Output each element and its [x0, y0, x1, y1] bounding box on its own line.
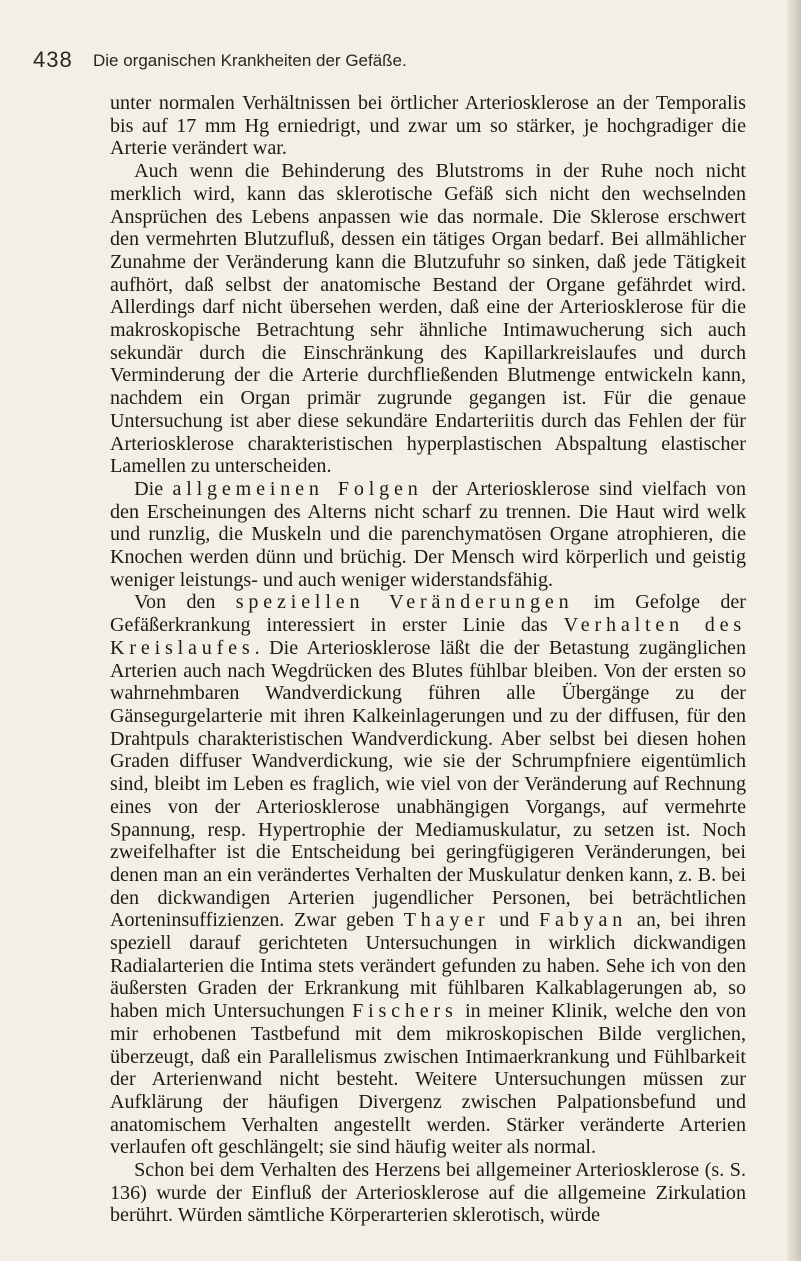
- author-name-spaced: Fabyan: [539, 909, 628, 932]
- page-header: [33, 47, 748, 77]
- text-run: und: [489, 909, 540, 932]
- paragraph-3: [110, 478, 746, 592]
- running-head: Die organischen Krankheiten der Gefäße.: [93, 51, 407, 70]
- author-name-spaced: Fischers: [352, 1000, 458, 1023]
- text-run: Von den: [134, 591, 236, 614]
- author-name-spaced: Thayer: [403, 909, 490, 932]
- text-run: Schon bei dem Verhalten des Herzens bei allgemeiner Arteriosklerose (s. S. 136) wurde der Einfluß der Arteriosklerose auf die allgemeine Zirkulation berührt. Würden sämtliche Körperarterien sklerotisch, würde: [110, 1159, 746, 1227]
- text-run: im Gefolge der Gefäßerkrankung interessiert in erster Linie das: [110, 591, 746, 637]
- page-edge-shadow: [787, 0, 801, 1261]
- body-text: [110, 92, 746, 1227]
- emphasis-spaced: allgemeinen Folgen: [172, 477, 423, 500]
- text-run: . Die Arteriosklerose läßt die der Betastung zugänglichen Arterien auch nach Wegdrücken des Blutes fühlbar bleiben. Von der ersten so wahrnehmbaren Wandverdickung führen alle Übergänge zu der Gänsegurgelarterie mit ihren Kalkeinlagerungen und zu der diffusen, für den Drahtpuls charakteristischen Wandverdickung. Aber selbst bei diesen hohen Graden diffuser Wandverdickung, wie sie der Schrumpfniere eigentümlich sind, bleibt im Leben es fraglich, wie viel von der Veränderung auf Rechnung eines von der Arteriosklerose unabhängigen Vorgangs, auf vermehrte Spannung, resp. Hypertrophie der Mediamuskulatur, zu setzen ist. Noch zweifelhafter ist die Entscheidung bei geringfügigeren Veränderungen, bei denen man an ein verändertes Verhalten der Muskulatur denken kann, z. B. bei den dickwandigen Arterien jugendlicher Personen, bei beträchtlichen Aorteninsuffizienzen. Zwar geben: [110, 636, 746, 932]
- text-run: Auch wenn die Behinderung des Blutstroms in der Ruhe noch nicht merklich wird, kann das sklerotische Gefäß sich nicht den wechselnden Ansprüchen des Lebens anpassen wie das normale. Die Sklerose erschwert den vermehrten Blutzufluß, dessen ein tätiges Organ bedarf. Bei allmählicher Zunahme der Veränderung kann die Blutzufuhr so sinken, daß jede Tätigkeit aufhört, daß selbst der anatomische Bestand der Organe gefährdet wird. Allerdings darf nicht übersehen werden, daß eine der Arteriosklerose für die makroskopische Betrachtung sehr ähnliche Intimawucherung sich auch sekundär durch die Einschränkung des Kapillarkreislaufes und durch Verminderung der die Arterie durchfließenden Blutmenge entwickeln kann, nachdem ein Organ primär zugrunde gegangen ist. Für die genaue Untersuchung ist aber diese sekundäre Endarteriitis durch das Fehlen der für Arteriosklerose charakteristischen hyperplastischen Abspaltung elastischer Lamellen zu unterscheiden.: [110, 160, 746, 478]
- text-run: Die: [134, 477, 173, 500]
- emphasis-spaced: Verhalten des Kreislaufes: [110, 614, 746, 659]
- page-number: 438: [33, 47, 73, 72]
- paragraph-2: [110, 160, 746, 478]
- paragraph-5: [110, 1159, 746, 1227]
- text-run: in meiner Klinik, welche den von mir erhobenen Tastbefund mit dem mikroskopischen Bilde verglichen, überzeugt, daß ein Parallelismus zwischen Intimaerkrankung und Fühlbarkeit der Arterienwand nicht besteht. Weitere Untersuchungen müssen zur Aufklärung der häufigen Divergenz zwischen Palpationsbefund und anatomischem Verhalten angestellt werden. Stärker veränderte Arterien verlaufen oft geschlängelt; sie sind häufig weiter als normal.: [110, 1000, 746, 1159]
- emphasis-spaced: speziellen Veränderungen: [235, 591, 574, 614]
- paragraph-1: [110, 92, 746, 160]
- paragraph-4: [110, 591, 746, 1159]
- text-run: unter normalen Verhältnissen bei örtlicher Arteriosklerose an der Temporalis bis auf 17 mm Hg erniedrigt, und zwar um so stärker, je hochgradiger die Arterie verändert war.: [110, 92, 746, 160]
- text-run: an, bei ihren speziell darauf gerichteten Untersuchungen in wirklich dickwandigen Radialarterien die Intima stets verändert gefunden zu haben. Sehe ich von den äußersten Graden der Erkrankung mit fühlbaren Kalkablagerungen ab, so haben mich Untersuchungen: [110, 909, 746, 1023]
- text-run: der Arteriosklerose sind vielfach von den Erscheinungen des Alterns nicht scharf zu trennen. Die Haut wird welk und runzlig, die Muskeln und die parenchymatösen Organe atrophieren, die Knochen werden dünn und brüchig. Der Mensch wird körperlich und geistig weniger leistungs- und auch weniger widerstandsfähig.: [110, 477, 746, 591]
